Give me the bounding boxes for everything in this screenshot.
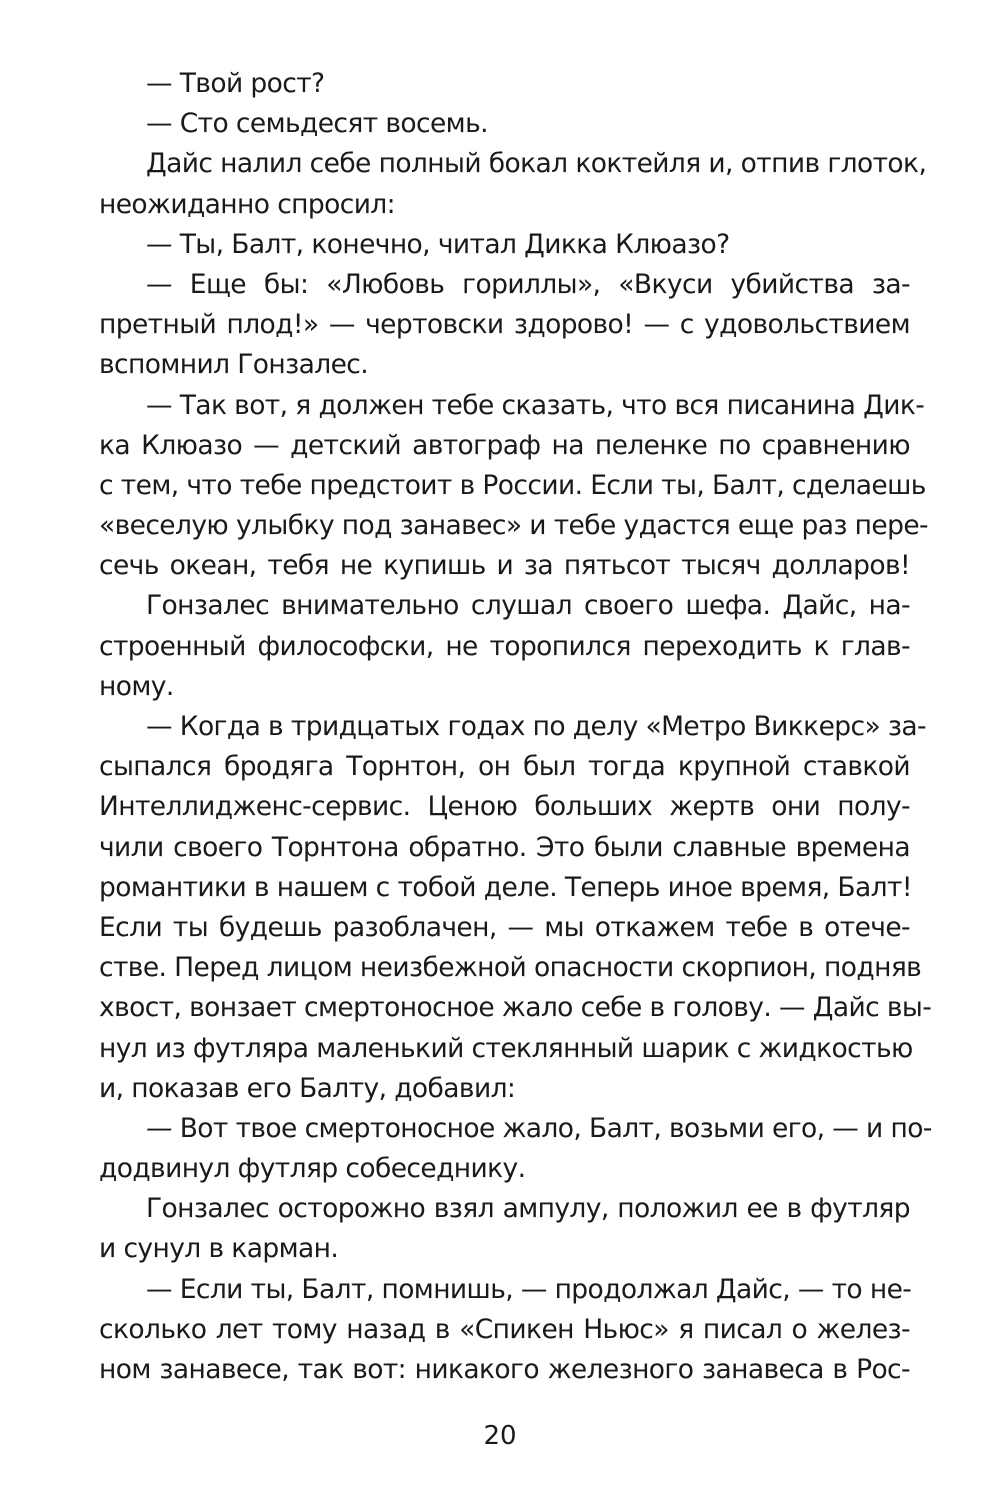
text-line: Гонзалес осторожно взял ампулу, положил ее в футляр (146, 1193, 910, 1225)
text-line: — Вот твое смертоносное жало, Балт, возьми его, — и по- (146, 1112, 932, 1144)
text-line: Гонзалес внимательно слушал своего шефа. Дайс, на- (146, 590, 910, 622)
text-line: сечь океан, тебя не купишь и за пятьсот тысяч долларов! (99, 550, 910, 582)
text-line: сыпался бродяга Торнтон, он был тогда крупной ставкой (99, 751, 910, 783)
page-number: 20 (483, 1421, 517, 1451)
text-line: — Если ты, Балт, помнишь, — продолжал Дайс, — то не- (146, 1273, 912, 1305)
text-line: — Когда в тридцатых годах по делу «Метро Виккерс» за- (146, 711, 926, 742)
text-line: строенный философски, не торопился переходить к глав- (99, 630, 910, 662)
text-line: — Сто семьдесят восемь. (146, 108, 488, 140)
text-line: Интеллидженс-сервис. Ценою больших жертв они полу- (99, 791, 910, 823)
text-line: с тем, что тебе предстоит в России. Если ты, Балт, сделаешь (99, 469, 926, 501)
text-line: сколько лет тому назад в «Спикен Ньюс» я писал о желез- (99, 1313, 910, 1345)
text-line: Если ты будешь разоблачен, — мы откажем тебе в отече- (99, 911, 910, 943)
text-line: ному. (99, 670, 174, 702)
text-line: Дайс налил себе полный бокал коктейля и, отпив глоток, (146, 148, 927, 180)
text-line: — Твой рост? (146, 68, 325, 99)
text-line: хвост, вонзает смертоносное жало себе в голову. — Дайс вы- (99, 992, 932, 1024)
text-line: — Так вот, я должен тебе сказать, что вся писанина Дик- (146, 389, 925, 421)
text-line: неожиданно спросил: (99, 188, 395, 220)
text-line: вспомнил Гонзалес. (99, 349, 369, 381)
text-line: и сунул в карман. (99, 1233, 339, 1265)
body-text (99, 64, 932, 1390)
text-line: чили своего Торнтона обратно. Это были славные времена (99, 831, 910, 863)
text-line: «веселую улыбку под занавес» и тебе удастся еще раз пере- (99, 510, 928, 542)
text-line: романтики в нашем с тобой деле. Теперь иное время, Балт! (99, 871, 912, 903)
text-line: — Ты, Балт, конечно, читал Дикка Клюазо? (146, 228, 730, 260)
text-line: ка Клюазо — детский автограф на пеленке по сравнению (99, 429, 910, 461)
text-line: — Еще бы: «Любовь гориллы», «Вкуси убийства за- (146, 268, 910, 300)
text-line: нул из футляра маленький стеклянный шарик с жидкостью (99, 1032, 913, 1064)
text-line: претный плод!» — чертовски здорово! — с удовольствием (99, 309, 910, 341)
text-line: ном занавесе, так вот: никакого железного занавеса в Рос- (99, 1354, 910, 1385)
text-line: и, показав его Балту, добавил: (99, 1072, 516, 1104)
text-line: додвинул футляр собеседнику. (99, 1153, 526, 1185)
text-line: стве. Перед лицом неизбежной опасности скорпион, подняв (99, 952, 922, 984)
